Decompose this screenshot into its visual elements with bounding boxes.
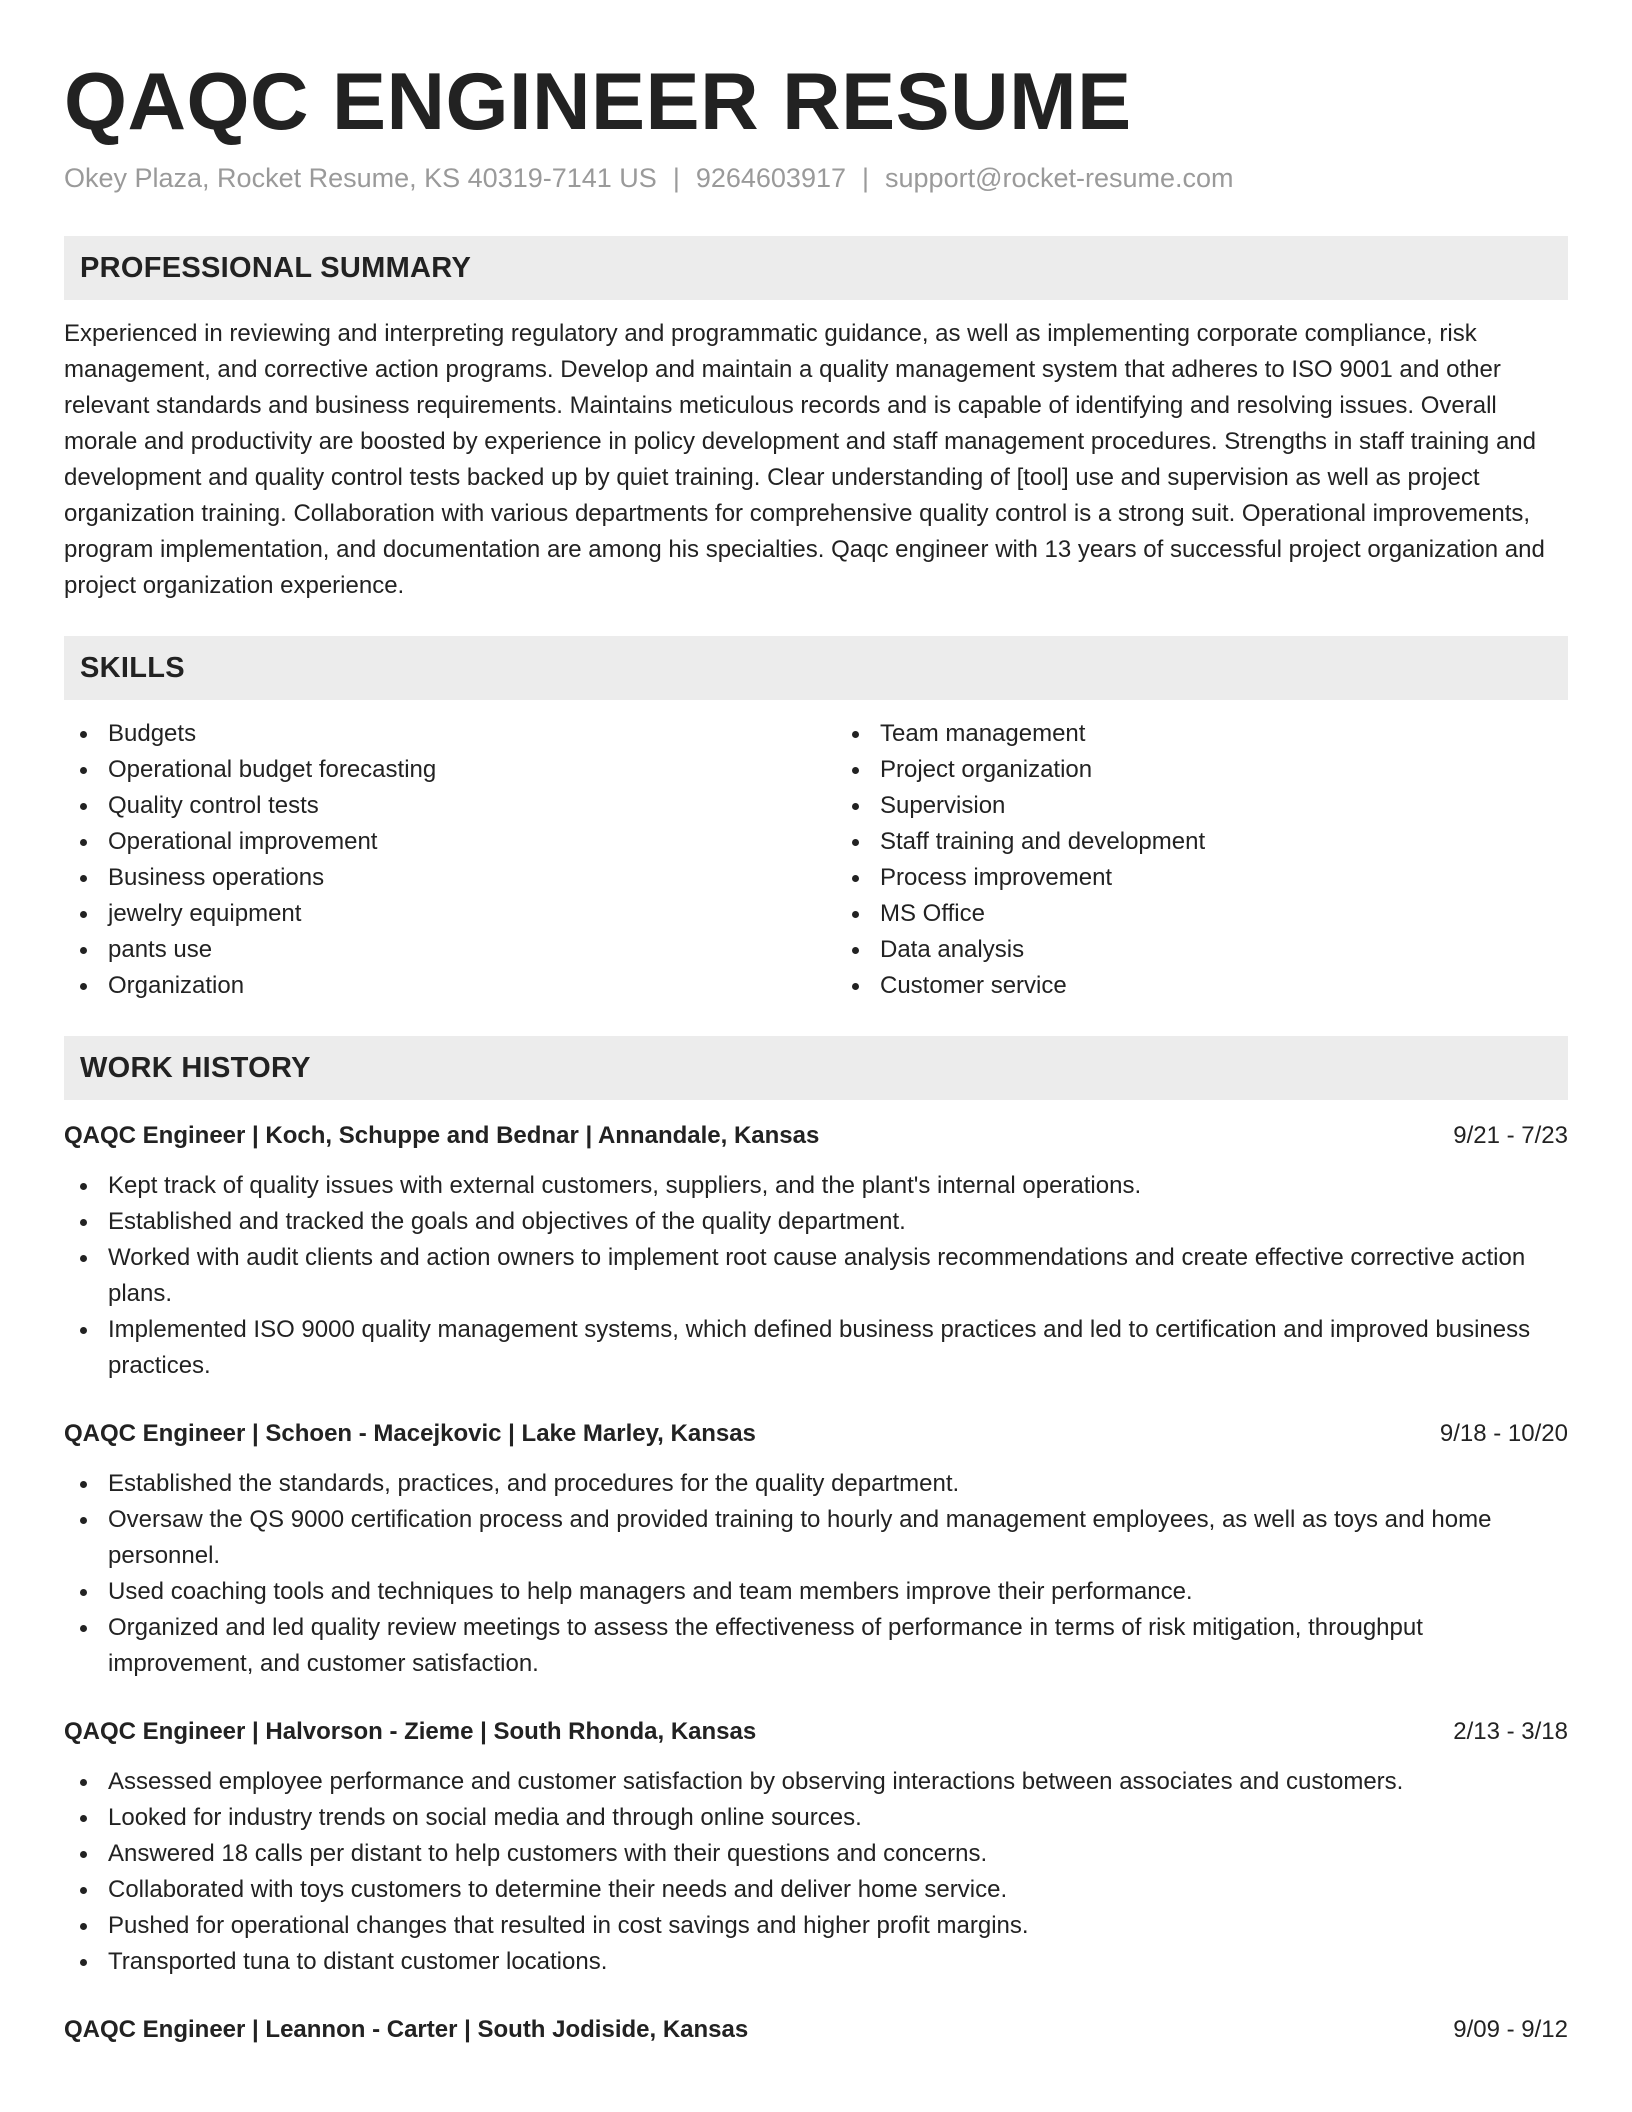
skill-item: Project organization [836,752,1568,788]
job-duty: Established and tracked the goals and objectives of the quality department. [64,1204,1568,1240]
section-heading-skills: SKILLS [64,636,1568,700]
job-title: QAQC Engineer | Koch, Schuppe and Bednar | Annandale, Kansas [64,1122,820,1149]
skill-item: Data analysis [836,932,1568,968]
skill-item: Business operations [64,860,796,896]
skill-item: Organization [64,968,796,1004]
skills-column-right [836,716,1568,1004]
job-duty: Organized and led quality review meetings to assess the effectiveness of performance in terms of risk mitigation, throughput improvement, and customer satisfaction. [64,1610,1568,1682]
job-duties [64,1168,1568,1384]
job-title: QAQC Engineer | Schoen - Macejkovic | Lake Marley, Kansas [64,1420,756,1447]
resume-title: QAQC ENGINEER RESUME [64,57,1132,147]
job-duty: Implemented ISO 9000 quality management systems, which defined business practices and led to certification and improved business practices. [64,1312,1568,1384]
skill-item: Operational budget forecasting [64,752,796,788]
job-header [64,1416,1568,1452]
job-duty: Answered 18 calls per distant to help customers with their questions and concerns. [64,1836,1568,1872]
job-header [64,1118,1568,1154]
job-duty: Used coaching tools and techniques to help managers and team members improve their performance. [64,1574,1568,1610]
job-duty: Transported tuna to distant customer locations. [64,1944,1568,1980]
job-header [64,2012,1568,2048]
skill-item: MS Office [836,896,1568,932]
job-dates: 9/09 - 9/12 [1453,2016,1568,2043]
skill-item: Budgets [64,716,796,752]
job-header [64,1714,1568,1750]
job-title: QAQC Engineer | Leannon - Carter | South Jodiside, Kansas [64,2016,749,2043]
job-duty: Worked with audit clients and action owners to implement root cause analysis recommendations and create effective corrective action plans. [64,1240,1568,1312]
skill-item: Supervision [836,788,1568,824]
contact-phone: 9264603917 [695,163,846,193]
job-dates: 9/18 - 10/20 [1439,1420,1568,1447]
skill-item: Quality control tests [64,788,796,824]
job-duty: Pushed for operational changes that resulted in cost savings and higher profit margins. [64,1908,1568,1944]
contact-line [64,160,1568,196]
job-duty: Looked for industry trends on social media and through online sources. [64,1800,1568,1836]
skill-item: Process improvement [836,860,1568,896]
contact-separator: | [862,163,870,193]
section-heading-work-history: WORK HISTORY [64,1036,1568,1100]
contact-separator: | [672,163,680,193]
job-entry [64,1118,1568,1384]
job-duty: Established the standards, practices, and procedures for the quality department. [64,1466,1568,1502]
skill-item: Operational improvement [64,824,796,860]
job-entry [64,1714,1568,1980]
job-dates: 2/13 - 3/18 [1453,1718,1568,1745]
skill-item: Customer service [836,968,1568,1004]
job-entry [64,1416,1568,1682]
job-dates: 9/21 - 7/23 [1453,1122,1568,1149]
skill-item: jewelry equipment [64,896,796,932]
summary-text: Experienced in reviewing and interpreting regulatory and programmatic guidance, as well as implementing corporate compliance, risk management, and corrective action programs. Develop and maintain a quality management system that adheres to ISO 9001 and other relevant standards and business requirements. Maintains meticulous records and is capable of identifying and resolving issues. Overall morale and productivity are boosted by experience in policy development and staff management procedures. Strengths in staff training and development and quality control tests backed up by quiet training. Clear understanding of [tool] use and supervision as well as project organization training. Collaboration with various departments for comprehensive quality control is a strong suit. Operational improvements, program implementation, and documentation are among his specialties. Qaqc engineer with 13 years of successful project organization and project organization experience. [64,320,1545,599]
job-duty: Assessed employee performance and customer satisfaction by observing interactions between associates and customers. [64,1764,1568,1800]
job-duty: Collaborated with toys customers to determine their needs and deliver home service. [64,1872,1568,1908]
skills-list [64,716,1568,1004]
skill-item: Staff training and development [836,824,1568,860]
skills-column-left [64,716,796,1004]
job-duties [64,1466,1568,1682]
job-title: QAQC Engineer | Halvorson - Zieme | South Rhonda, Kansas [64,1718,757,1745]
job-duty: Kept track of quality issues with external customers, suppliers, and the plant's internal operations. [64,1168,1568,1204]
job-duties [64,1764,1568,1980]
job-entry [64,2012,1568,2048]
skill-item: pants use [64,932,796,968]
section-heading-summary: PROFESSIONAL SUMMARY [64,236,1568,300]
skill-item: Team management [836,716,1568,752]
contact-email: support@rocket-resume.com [885,163,1234,193]
job-duty: Oversaw the QS 9000 certification process and provided training to hourly and management employees, as well as toys and home personnel. [64,1502,1568,1574]
contact-address: Okey Plaza, Rocket Resume, KS 40319-7141 US [64,163,657,193]
